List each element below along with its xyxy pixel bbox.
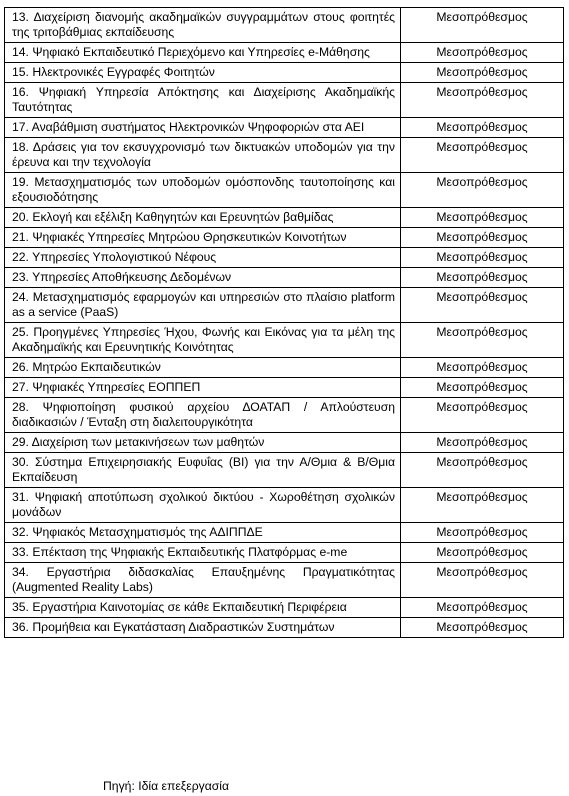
project-cell: 21. Ψηφιακές Υπηρεσίες Μητρώου Θρησκευτικών Κοινοτήτων xyxy=(5,228,401,248)
project-cell: 25. Προηγμένες Υπηρεσίες Ήχου, Φωνής και Εικόνας για τα μέλη της Ακαδημαϊκής και Ερευνητικής Κοινότητας xyxy=(5,323,401,358)
timeframe-cell: Μεσοπρόθεσμος xyxy=(401,228,564,248)
timeframe-cell: Μεσοπρόθεσμος xyxy=(401,398,564,433)
project-cell: 22. Υπηρεσίες Υπολογιστικού Νέφους xyxy=(5,248,401,268)
project-cell: 23. Υπηρεσίες Αποθήκευσης Δεδομένων xyxy=(5,268,401,288)
timeframe-cell: Μεσοπρόθεσμος xyxy=(401,43,564,63)
timeframe-cell: Μεσοπρόθεσμος xyxy=(401,523,564,543)
table-row xyxy=(5,208,564,228)
table-row xyxy=(5,523,564,543)
table-row xyxy=(5,358,564,378)
project-cell: 16. Ψηφιακή Υπηρεσία Απόκτησης και Διαχείρισης Ακαδημαϊκής Ταυτότητας xyxy=(5,83,401,118)
table-row xyxy=(5,8,564,43)
project-cell: 33. Επέκταση της Ψηφιακής Εκπαιδευτικής Πλατφόρμας e-me xyxy=(5,543,401,563)
project-cell: 36. Προμήθεια και Εγκατάσταση Διαδραστικών Συστημάτων xyxy=(5,618,401,638)
timeframe-cell: Μεσοπρόθεσμος xyxy=(401,248,564,268)
project-cell: 15. Ηλεκτρονικές Εγγραφές Φοιτητών xyxy=(5,63,401,83)
table-row xyxy=(5,433,564,453)
project-cell: 17. Αναβάθμιση συστήματος Ηλεκτρονικών Ψηφοφοριών στα ΑΕΙ xyxy=(5,118,401,138)
projects-table xyxy=(4,7,564,638)
timeframe-cell: Μεσοπρόθεσμος xyxy=(401,453,564,488)
table-row xyxy=(5,228,564,248)
timeframe-cell: Μεσοπρόθεσμος xyxy=(401,8,564,43)
table-row xyxy=(5,598,564,618)
timeframe-cell: Μεσοπρόθεσμος xyxy=(401,543,564,563)
source-note: Πηγή: Ιδία επεξεργασία xyxy=(103,779,230,793)
table-row xyxy=(5,543,564,563)
table-row xyxy=(5,63,564,83)
timeframe-cell: Μεσοπρόθεσμος xyxy=(401,138,564,173)
project-cell: 30. Σύστημα Επιχειρησιακής Ευφυΐας (BI) για την Α/Θμια & Β/Θμια Εκπαίδευση xyxy=(5,453,401,488)
project-cell: 29. Διαχείριση των μετακινήσεων των μαθητών xyxy=(5,433,401,453)
table-row xyxy=(5,563,564,598)
project-cell: 28. Ψηφιοποίηση φυσικού αρχείου ΔΟΑΤΑΠ / Απλούστευση διαδικασιών / Ένταξη στη διαλειτουργικότητα xyxy=(5,398,401,433)
project-cell: 34. Εργαστήρια διδασκαλίας Επαυξημένης Πραγματικότητας (Augmented Reality Labs) xyxy=(5,563,401,598)
table-row xyxy=(5,268,564,288)
project-cell: 32. Ψηφιακός Μετασχηματισμός της ΑΔΙΠΠΔΕ xyxy=(5,523,401,543)
timeframe-cell: Μεσοπρόθεσμος xyxy=(401,598,564,618)
project-cell: 13. Διαχείριση διανομής ακαδημαϊκών συγγραμμάτων στους φοιτητές της τριτοβάθμιας εκπαίδευσης xyxy=(5,8,401,43)
timeframe-cell: Μεσοπρόθεσμος xyxy=(401,378,564,398)
project-cell: 31. Ψηφιακή αποτύπωση σχολικού δικτύου - Χωροθέτηση σχολικών μονάδων xyxy=(5,488,401,523)
timeframe-cell: Μεσοπρόθεσμος xyxy=(401,323,564,358)
project-cell: 19. Μετασχηματισμός των υποδομών ομόσπονδης ταυτοποίησης και εξουσιοδότησης xyxy=(5,173,401,208)
timeframe-cell: Μεσοπρόθεσμος xyxy=(401,268,564,288)
table-row xyxy=(5,618,564,638)
timeframe-cell: Μεσοπρόθεσμος xyxy=(401,118,564,138)
projects-table-body xyxy=(5,8,564,638)
table-row xyxy=(5,323,564,358)
timeframe-cell: Μεσοπρόθεσμος xyxy=(401,488,564,523)
timeframe-cell: Μεσοπρόθεσμος xyxy=(401,358,564,378)
table-row xyxy=(5,453,564,488)
timeframe-cell: Μεσοπρόθεσμος xyxy=(401,563,564,598)
timeframe-cell: Μεσοπρόθεσμος xyxy=(401,288,564,323)
timeframe-cell: Μεσοπρόθεσμος xyxy=(401,173,564,208)
project-cell: 18. Δράσεις για τον εκσυγχρονισμό των δικτυακών υποδομών για την έρευνα και την τεχνολογία xyxy=(5,138,401,173)
timeframe-cell: Μεσοπρόθεσμος xyxy=(401,83,564,118)
project-cell: 24. Μετασχηματισμός εφαρμογών και υπηρεσιών στο πλαίσιο platform as a service (PaaS) xyxy=(5,288,401,323)
table-row xyxy=(5,43,564,63)
timeframe-cell: Μεσοπρόθεσμος xyxy=(401,63,564,83)
table-row xyxy=(5,118,564,138)
table-row xyxy=(5,378,564,398)
table-row xyxy=(5,83,564,118)
table-row xyxy=(5,173,564,208)
project-cell: 26. Μητρώο Εκπαιδευτικών xyxy=(5,358,401,378)
table-row xyxy=(5,398,564,433)
project-cell: 35. Εργαστήρια Καινοτομίας σε κάθε Εκπαιδευτική Περιφέρεια xyxy=(5,598,401,618)
timeframe-cell: Μεσοπρόθεσμος xyxy=(401,433,564,453)
table-row xyxy=(5,288,564,323)
table-row xyxy=(5,488,564,523)
table-row xyxy=(5,138,564,173)
project-cell: 27. Ψηφιακές Υπηρεσίες ΕΟΠΠΕΠ xyxy=(5,378,401,398)
project-cell: 14. Ψηφιακό Εκπαιδευτικό Περιεχόμενο και Υπηρεσίες e-Μάθησης xyxy=(5,43,401,63)
timeframe-cell: Μεσοπρόθεσμος xyxy=(401,618,564,638)
table-row xyxy=(5,248,564,268)
project-cell: 20. Εκλογή και εξέλιξη Καθηγητών και Ερευνητών βαθμίδας xyxy=(5,208,401,228)
timeframe-cell: Μεσοπρόθεσμος xyxy=(401,208,564,228)
